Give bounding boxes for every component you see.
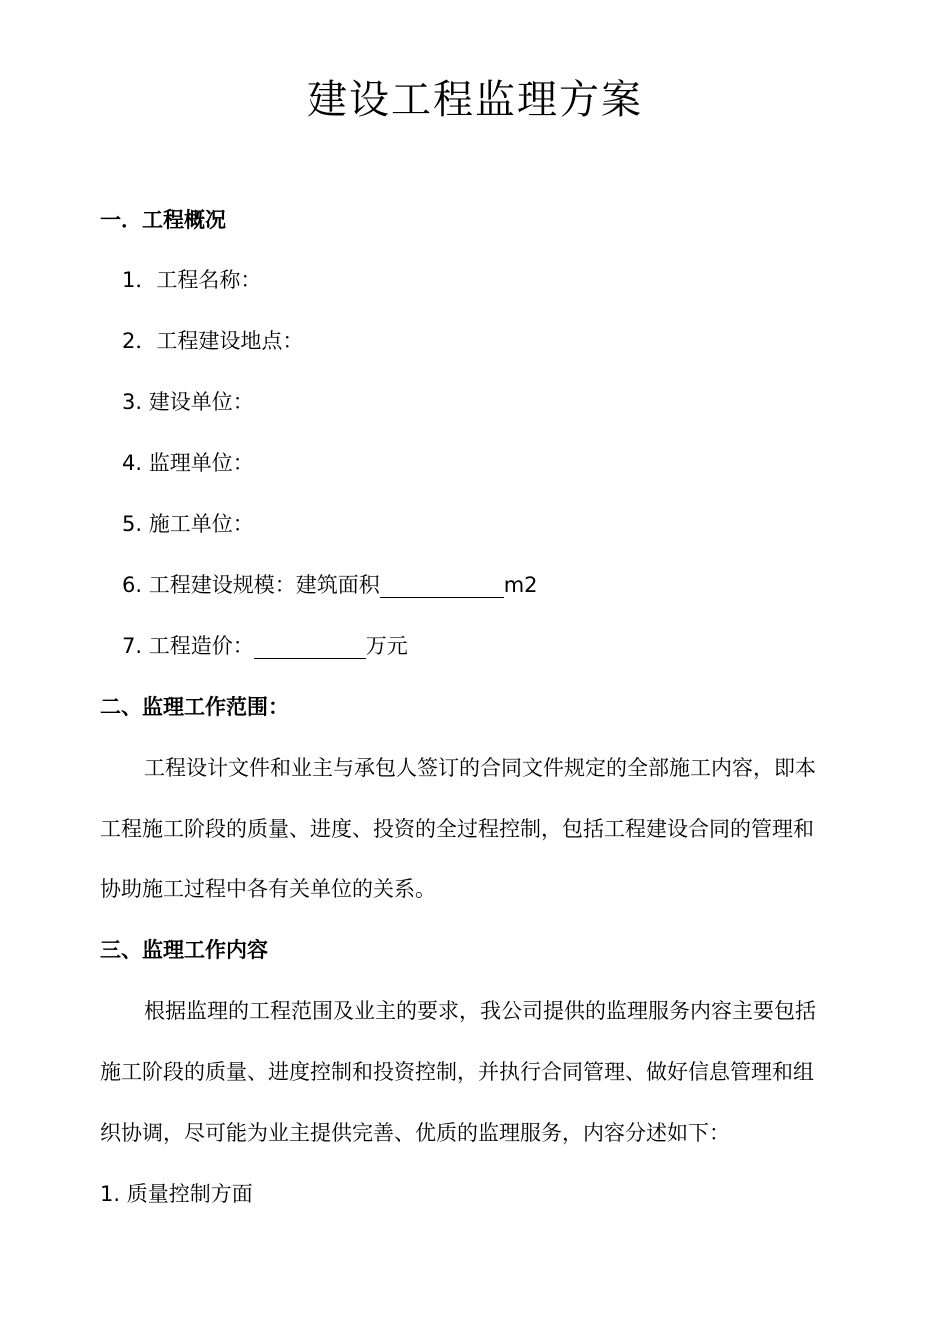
subheading-quality-control: 1. 质量控制方面 xyxy=(100,1182,253,1206)
field-construction-scale-label: 6. 工程建设规模：建筑面积 xyxy=(122,573,380,597)
scope-paragraph-line: 工程设计文件和业主与承包人签订的合同文件规定的全部施工内容，即本 xyxy=(144,756,816,780)
content-paragraph-line: 施工阶段的质量、进度控制和投资控制，并执行合同管理、做好信息管理和组 xyxy=(100,1060,814,1084)
field-project-location: 2．工程建设地点： xyxy=(122,329,304,353)
field-construction-scale xyxy=(122,570,538,600)
field-owner-unit: 3. 建设单位： xyxy=(122,390,254,414)
content-paragraph-line: 织协调，尽可能为业主提供完善、优质的监理服务，内容分述如下： xyxy=(100,1121,730,1145)
document-title: 建设工程监理方案 xyxy=(307,77,643,123)
field-project-cost xyxy=(122,631,408,661)
cost-unit: 万元 xyxy=(365,634,408,658)
area-blank-line[interactable] xyxy=(380,575,504,598)
scope-paragraph-line: 协助施工过程中各有关单位的关系。 xyxy=(100,877,436,901)
field-construction-unit: 5. 施工单位： xyxy=(122,512,254,536)
field-project-cost-label: 7. 工程造价： xyxy=(122,634,254,658)
field-project-name: 1．工程名称： xyxy=(122,268,262,292)
scope-paragraph-line: 工程施工阶段的质量、进度、投资的全过程控制，包括工程建设合同的管理和 xyxy=(100,817,814,841)
section-heading-scope: 二、监理工作范围： xyxy=(100,695,289,719)
section-heading-overview: 一．工程概况 xyxy=(100,208,226,232)
area-unit: m2 xyxy=(503,573,538,597)
cost-blank-line[interactable] xyxy=(254,636,366,659)
content-paragraph-line: 根据监理的工程范围及业主的要求，我公司提供的监理服务内容主要包括 xyxy=(144,999,816,1023)
section-heading-content: 三、监理工作内容 xyxy=(100,938,268,962)
field-supervision-unit: 4. 监理单位： xyxy=(122,451,254,475)
